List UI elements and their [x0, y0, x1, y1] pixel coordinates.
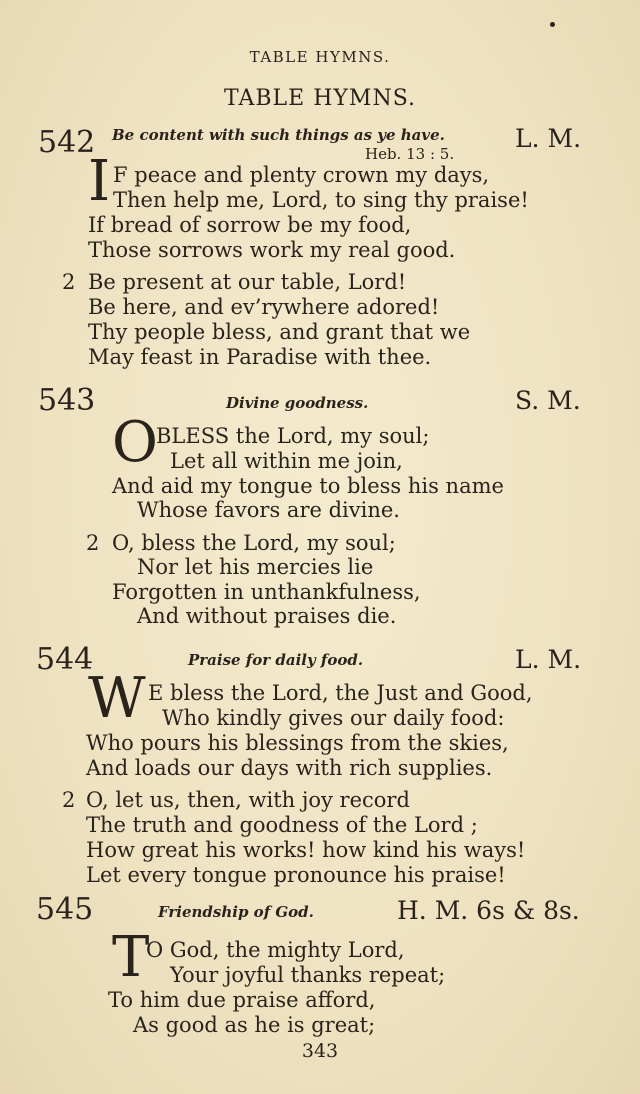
verse-line: Be here, and ev’rywhere adored! [88, 295, 440, 319]
stanza-number: 2 [62, 270, 76, 294]
page-number: 343 [301, 1040, 339, 1062]
verse-line: Then help me, Lord, to sing thy praise! [113, 188, 529, 212]
hymn-meter-543: S. M. [515, 386, 581, 415]
hymn-subject-545: Friendship of God. [158, 903, 314, 921]
drop-cap-542: I [88, 149, 111, 214]
hymn-reference-542: Heb. 13 : 5. [365, 145, 455, 163]
verse-line: Nor let his mercies lie [137, 555, 374, 579]
verse-line: O, bless the Lord, my soul; [112, 531, 396, 555]
hymn-number-544: 544 [36, 642, 94, 677]
stanza-number: 2 [62, 788, 76, 812]
verse-line: Who kindly gives our daily food: [162, 706, 505, 730]
hymn-number-542: 542 [38, 125, 96, 160]
hymn-number-545: 545 [36, 892, 94, 927]
section-title: TABLE HYMNS. [224, 86, 416, 111]
verse-line: Your joyful thanks repeat; [170, 963, 446, 987]
verse-line: Who pours his blessings from the skies, [86, 731, 509, 755]
verse-line: The truth and goodness of the Lord ; [86, 813, 478, 837]
ink-dot [550, 22, 555, 27]
stanza-number: 2 [86, 531, 100, 555]
hymn-number-543: 543 [38, 383, 96, 418]
drop-cap-544: W [88, 666, 146, 731]
drop-cap-543: O [112, 410, 158, 475]
verse-line: How great his works! how kind his ways! [86, 838, 526, 862]
verse-line: And without praises die. [137, 604, 397, 628]
verse-line: Let all within me join, [170, 449, 403, 473]
hymn-meter-544: L. M. [515, 645, 582, 674]
verse-line: Be present at our table, Lord! [88, 270, 407, 294]
verse-line: F peace and plenty crown my days, [113, 163, 490, 187]
running-head: TABLE HYMNS. [249, 48, 391, 66]
verse-line: O, let us, then, with joy record [86, 788, 410, 812]
hymn-subject-542: Be content with such things as ye have. [112, 126, 445, 144]
verse-line: To him due praise afford, [108, 988, 376, 1012]
verse-line: O God, the mighty Lord, [146, 938, 405, 962]
drop-cap-545: T [112, 925, 150, 990]
verse-line: Let every tongue pronounce his praise! [86, 863, 506, 887]
hymn-subject-544: Praise for daily food. [188, 651, 364, 669]
hymn-subject-543: Divine goodness. [226, 394, 369, 412]
verse-line: BLESS the Lord, my soul; [156, 424, 430, 448]
verse-line: And aid my tongue to bless his name [112, 474, 504, 498]
verse-line: And loads our days with rich supplies. [86, 756, 493, 780]
verse-line: E bless the Lord, the Just and Good, [148, 681, 533, 705]
verse-line: Those sorrows work my real good. [88, 238, 456, 262]
verse-line: Forgotten in unthankfulness, [112, 580, 421, 604]
verse-line: If bread of sorrow be my food, [88, 213, 412, 237]
verse-line: Whose favors are divine. [137, 498, 400, 522]
verse-line: May feast in Paradise with thee. [88, 345, 432, 369]
hymn-meter-545: H. M. 6s & 8s. [397, 896, 580, 925]
hymn-meter-542: L. M. [515, 124, 582, 153]
verse-line: As good as he is great; [133, 1013, 376, 1037]
verse-line: Thy people bless, and grant that we [88, 320, 471, 344]
